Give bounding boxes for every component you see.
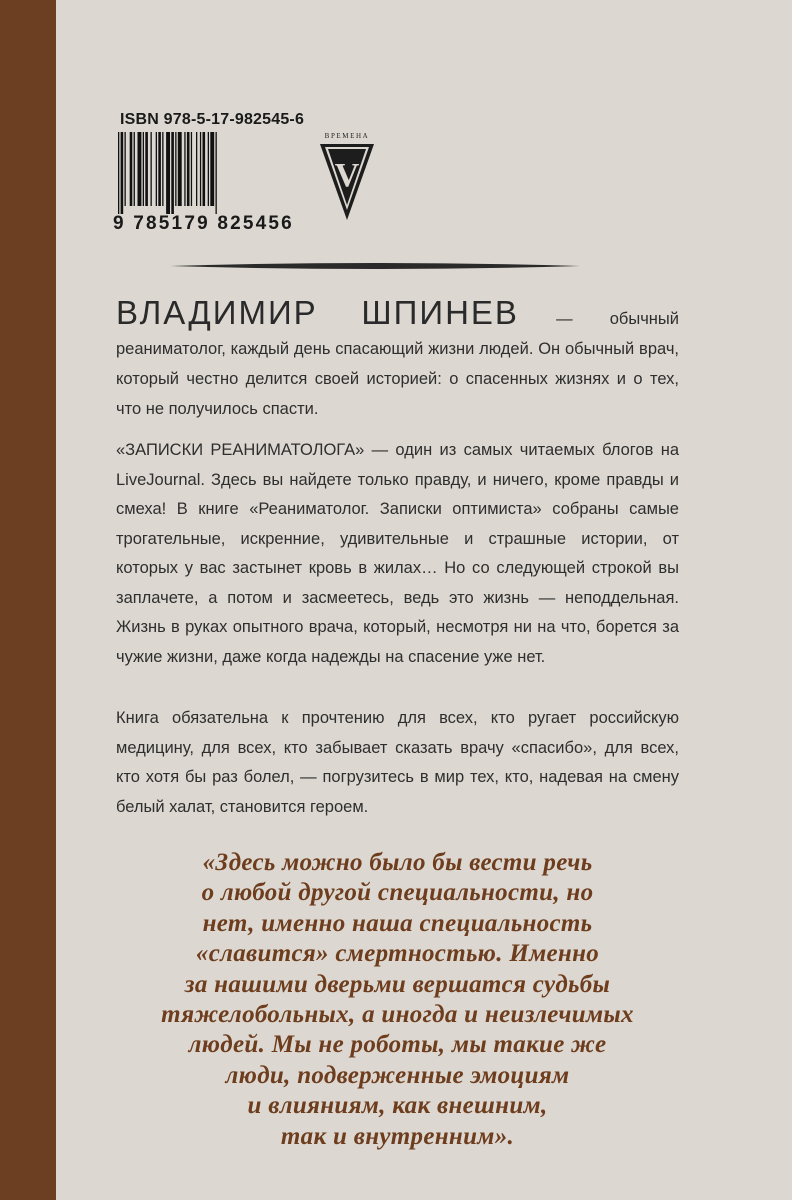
barcode-bar bbox=[151, 132, 152, 206]
barcode-bar bbox=[216, 132, 217, 214]
logo-text: ВРЕМЕНА bbox=[324, 132, 370, 140]
barcode-bar bbox=[158, 132, 161, 206]
pull-quote bbox=[120, 848, 675, 1152]
vremena-v-logo-icon bbox=[318, 128, 376, 224]
barcode-bar bbox=[145, 132, 148, 206]
logo-letter: V bbox=[334, 157, 360, 194]
blog-paragraph: «ЗАПИСКИ РЕАНИМАТОЛОГА» — один из самых читаемых блогов на LiveJournal. Здесь вы найдете только правду, и ничего, кроме правды и смеха! В книге «Реаниматолог. Записки оптимиста» собраны самые трогательные, искренние, удивительные и страшные истории, от которых у вас застынет кровь в жилах… Но со следующей строкой вы заплачете, а потом и засмеетесь, ведь это жизнь — неподдельная. Жизнь в руках опытного врача, который, несмотря ни на что, борется за чужие жизни, даже когда надежды на спасение уже нет. bbox=[116, 441, 679, 666]
quote-line: так и внутренним». bbox=[280, 1122, 515, 1150]
quote-line: «славится» смертностью. Именно bbox=[195, 940, 600, 968]
barcode-bar bbox=[200, 132, 201, 206]
barcode-bar bbox=[208, 132, 209, 206]
quote-line: нет, именно наша специальность bbox=[202, 909, 593, 937]
barcode-bar bbox=[134, 132, 135, 206]
author-description: — обычный реаниматолог, каждый день спасающий жизни людей. Он обычный врач, который честно делится своей историей: о спасенных жизнях и о тех, что не получилось спасти. bbox=[116, 310, 679, 418]
barcode-bar bbox=[138, 132, 142, 206]
author-paragraph bbox=[116, 294, 679, 424]
barcode-bar bbox=[178, 132, 182, 206]
book-spine bbox=[0, 0, 56, 1200]
barcode-bar bbox=[125, 132, 126, 206]
quote-line: люди, подверженные эмоциям bbox=[225, 1061, 570, 1089]
barcode-bar bbox=[203, 132, 206, 206]
barcode-bar bbox=[187, 132, 190, 206]
barcode-bar bbox=[156, 132, 157, 206]
quote-line: «Здесь можно было бы вести речь bbox=[202, 849, 593, 876]
barcode-bar bbox=[118, 132, 119, 214]
quote-line: и влияниям, как внешним, bbox=[247, 1092, 548, 1120]
quote-line: тяжелобольных, а иногда и неизлечимых bbox=[161, 1001, 634, 1029]
barcode-bar bbox=[175, 132, 176, 206]
barcode-bar bbox=[210, 132, 214, 206]
barcode-bar bbox=[143, 132, 144, 206]
quote-line: о любой другой специальности, но bbox=[201, 879, 594, 907]
section-divider bbox=[170, 258, 580, 274]
barcode-bar bbox=[196, 132, 197, 206]
barcode-bar bbox=[166, 132, 170, 214]
quote-line: за нашими дверьми вершатся судьбы bbox=[184, 970, 611, 998]
barcode-bar bbox=[171, 132, 174, 214]
barcode-digits: 9 785179 825456 bbox=[113, 213, 294, 234]
barcode bbox=[118, 132, 280, 214]
quote-line: людей. Мы не роботы, мы такие же bbox=[188, 1031, 607, 1059]
isbn-label: ISBN 978-5-17-982545-6 bbox=[120, 111, 305, 128]
author-name: ВЛАДИМИР ШПИНЕВ bbox=[116, 294, 519, 331]
barcode-bar bbox=[130, 132, 133, 206]
recommendation-paragraph: Книга обязательна к прочтению для всех, кто ругает российскую медицину, для всех, кто забывает сказать врачу «спасибо», для всех, кто хотя бы раз болел, — погрузитесь в мир тех, кто, надевая на смену белый халат, становится героем. bbox=[116, 709, 679, 816]
barcode-bar bbox=[184, 132, 185, 206]
barcode-bar bbox=[121, 132, 124, 214]
barcode-bar bbox=[162, 132, 163, 206]
barcode-bar bbox=[191, 132, 192, 206]
